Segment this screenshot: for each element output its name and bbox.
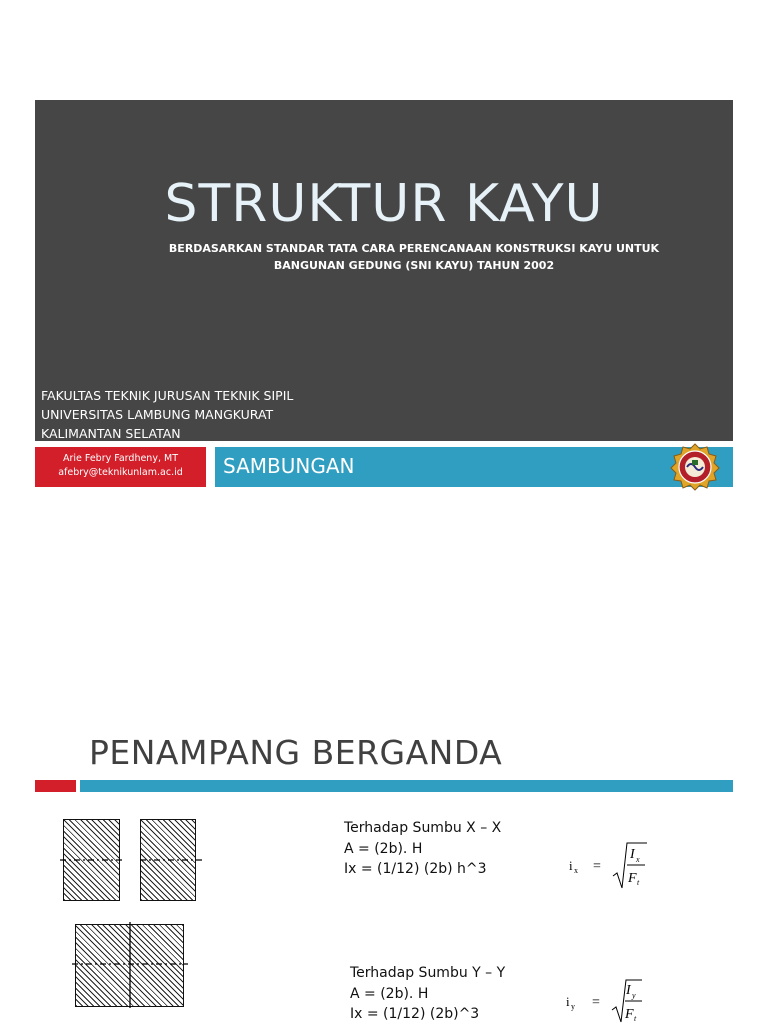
x-axis-text <box>344 818 501 880</box>
institution-block <box>41 386 293 443</box>
section-title: PENAMPANG BERGANDA <box>89 733 503 772</box>
slide-subtitle <box>155 240 673 274</box>
svg-text:i: i <box>569 858 573 873</box>
slide-title: STRUKTUR KAYU <box>164 174 604 234</box>
x-axis-area: A = (2b). H <box>344 840 423 857</box>
institution-faculty: FAKULTAS TEKNIK JURUSAN TEKNIK SIPIL <box>41 388 294 403</box>
y-axis-lines <box>70 920 195 1010</box>
radius-y-formula <box>562 972 672 1024</box>
svg-text:F: F <box>625 1007 634 1022</box>
x-axis-heading: Terhadap Sumbu X – X <box>344 820 502 836</box>
svg-text:x: x <box>636 855 640 864</box>
topic-bar <box>215 447 733 487</box>
institution-region: KALIMANTAN SELATAN <box>41 426 181 441</box>
author-box <box>35 447 206 487</box>
accent-strip-blue <box>80 780 733 792</box>
institution-university: UNIVERSITAS LAMBUNG MANGKURAT <box>41 407 274 422</box>
y-axis-heading: Terhadap Sumbu Y – Y <box>350 965 506 981</box>
university-seal-icon <box>670 443 720 491</box>
x-axis-line <box>60 850 205 870</box>
svg-text:i: i <box>566 994 570 1009</box>
svg-text:y: y <box>632 991 636 1000</box>
subtitle-line-1: BERDASARKAN STANDAR TATA CARA PERENCANAAN KONSTRUKSI KAYU UNTUK <box>168 242 660 255</box>
svg-text:I: I <box>630 847 635 862</box>
svg-text:x: x <box>574 866 578 875</box>
svg-text:=: = <box>592 995 600 1010</box>
subtitle-line-2: BANGUNAN GEDUNG (SNI KAYU) TAHUN 2002 <box>273 259 555 272</box>
svg-text:=: = <box>593 859 601 874</box>
svg-text:y: y <box>571 1002 575 1011</box>
y-axis-inertia: Ix = (1/12) (2b)^3 <box>350 1006 480 1022</box>
title-slide-panel <box>35 100 733 441</box>
svg-text:I: I <box>626 983 631 998</box>
y-axis-area: A = (2b). H <box>350 985 429 1002</box>
y-axis-text <box>350 963 505 1025</box>
svg-text:F: F <box>628 871 637 886</box>
svg-text:t: t <box>637 878 640 887</box>
author-email: afebry@teknikunlam.ac.id <box>58 467 183 478</box>
author-name: Arie Febry Fardheny, MT <box>62 453 178 464</box>
svg-text:t: t <box>634 1014 637 1023</box>
accent-strip-red <box>35 780 76 792</box>
x-axis-inertia: Ix = (1/12) (2b) h^3 <box>344 861 487 877</box>
radius-x-formula <box>565 838 675 898</box>
topic-label: SAMBUNGAN <box>223 454 355 478</box>
